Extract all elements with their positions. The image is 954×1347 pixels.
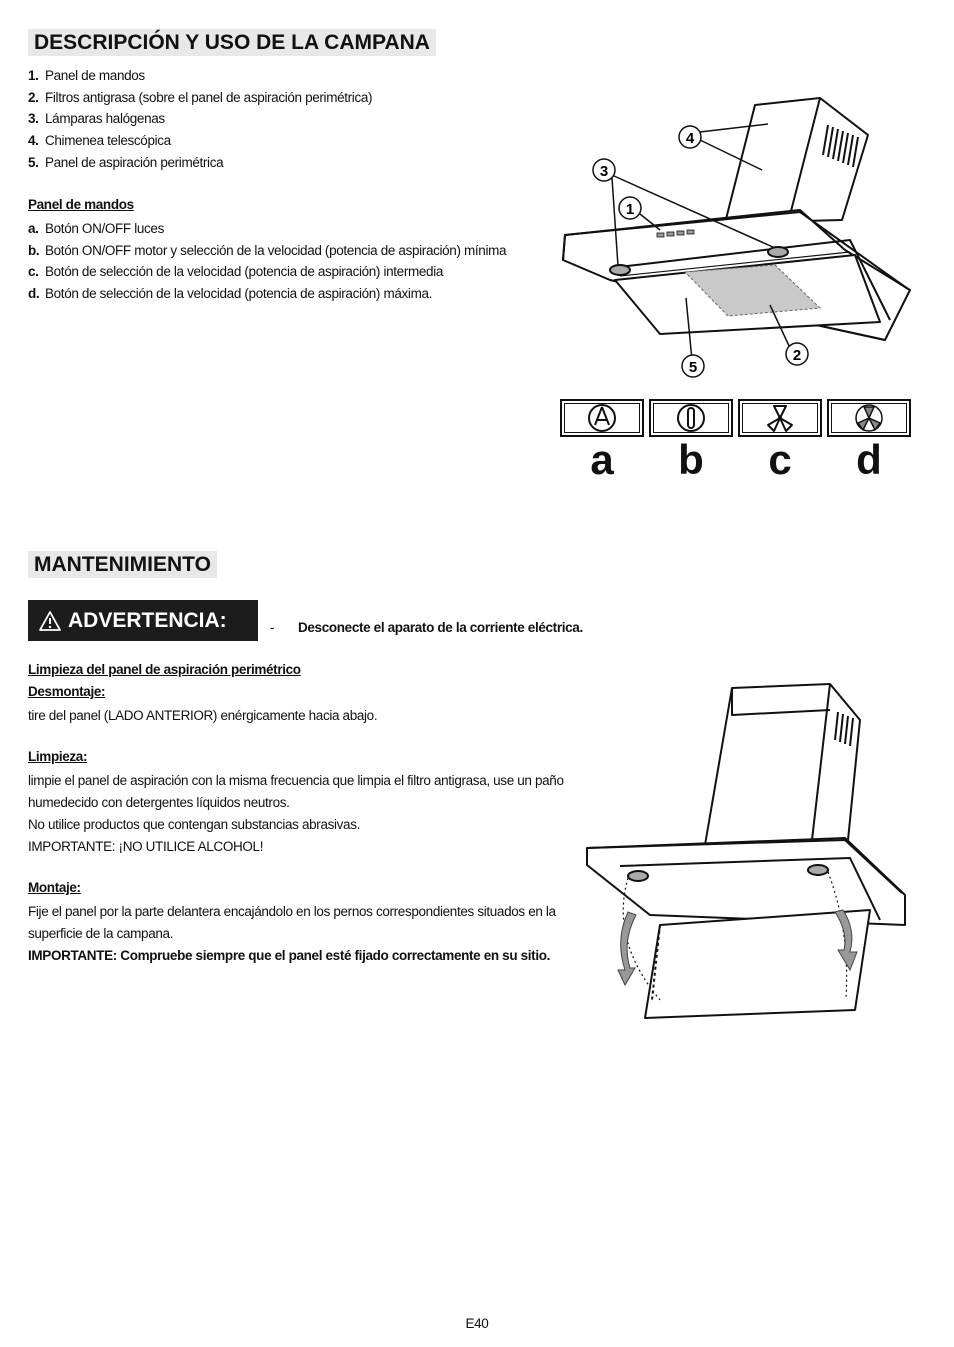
cleaning-heading: Limpieza del panel de aspiración perimétrico: [28, 662, 301, 677]
warning-icon: [38, 610, 62, 632]
warning-text: Desconecte el aparato de la corriente eléctrica.: [298, 620, 583, 635]
list-item: 2. Filtros antigrasa (sobre el panel de aspiración perimétrica): [28, 89, 373, 105]
list-item: 3. Lámparas halógenas: [28, 111, 165, 127]
control-button-a: [560, 399, 644, 437]
chimney: [725, 98, 868, 223]
panel-heading: Panel de mandos: [28, 197, 134, 212]
page-number: E40: [465, 1316, 489, 1331]
chimney: [705, 684, 860, 845]
control-button-b: [649, 399, 733, 437]
panel-list: [28, 218, 506, 305]
parts-list: [28, 65, 372, 173]
dismount-heading: Desmontaje:: [28, 684, 106, 699]
warning-box: [28, 600, 258, 641]
clean-line: IMPORTANTE: ¡NO UTILICE ALCOHOL!: [28, 839, 264, 854]
mount-line: Fije el panel por la parte delantera encajándolo en los pernos correspondientes situados en la: [28, 904, 556, 919]
callout-3: 3: [599, 163, 609, 180]
warning-label: ADVERTENCIA:: [68, 608, 227, 632]
section-title-maintenance: MANTENIMIENTO: [28, 551, 217, 578]
list-item: c. Botón de selección de la velocidad (potencia de aspiración) intermedia: [28, 264, 444, 280]
clean-heading: Limpieza:: [28, 749, 88, 764]
button-letter-d: d: [856, 436, 882, 483]
callout-1: 1: [625, 201, 635, 218]
dismount-text: tire del panel (LADO ANTERIOR) enérgicamente hacia abajo.: [28, 708, 378, 723]
halogen-lamp: [808, 865, 828, 875]
mount-line: superficie de la campana.: [28, 926, 174, 941]
clean-line: limpie el panel de aspiración con la misma frecuencia que limpia el filtro antigrasa, use un paño: [28, 773, 564, 788]
control-button-c: [738, 399, 822, 437]
control-button-d: [827, 399, 911, 437]
clean-line: No utilice productos que contengan substancias abrasivas.: [28, 817, 361, 832]
clean-line: humedecido con detergentes líquidos neutros.: [28, 795, 290, 810]
callout-4: 4: [685, 130, 695, 147]
halogen-lamp: [628, 871, 648, 881]
arrow-down-icon: [618, 912, 636, 985]
list-item: 1. Panel de mandos: [28, 68, 145, 83]
hood-diagram: [550, 90, 920, 390]
callout-2: 2: [792, 347, 802, 364]
halogen-lamp: [610, 265, 630, 275]
aspiration-panel: [645, 910, 870, 1018]
section-title-description: DESCRIPCIÓN Y USO DE LA CAMPANA: [28, 29, 436, 56]
mount-heading: Montaje:: [28, 880, 81, 895]
list-item: 4. Chimenea telescópica: [28, 133, 171, 149]
button-letter-b: b: [678, 436, 704, 483]
list-item: b. Botón ON/OFF motor y selección de la velocidad (potencia de aspiración) mínima: [28, 242, 507, 258]
warning-dash: -: [270, 620, 275, 635]
button-letter-a: a: [590, 436, 614, 483]
hood-panel-removal-diagram: [580, 680, 915, 1025]
halogen-lamp: [768, 247, 788, 257]
list-item: d. Botón de selección de la velocidad (potencia de aspiración) máxima.: [28, 286, 433, 302]
mount-important: IMPORTANTE: Compruebe siempre que el panel esté fijado correctamente en su sitio.: [28, 948, 551, 963]
callout-5: 5: [688, 359, 698, 376]
list-item: 5. Panel de aspiración perimétrica: [28, 154, 224, 170]
button-letter-c: c: [768, 436, 792, 483]
list-item: a. Botón ON/OFF luces: [28, 221, 164, 236]
